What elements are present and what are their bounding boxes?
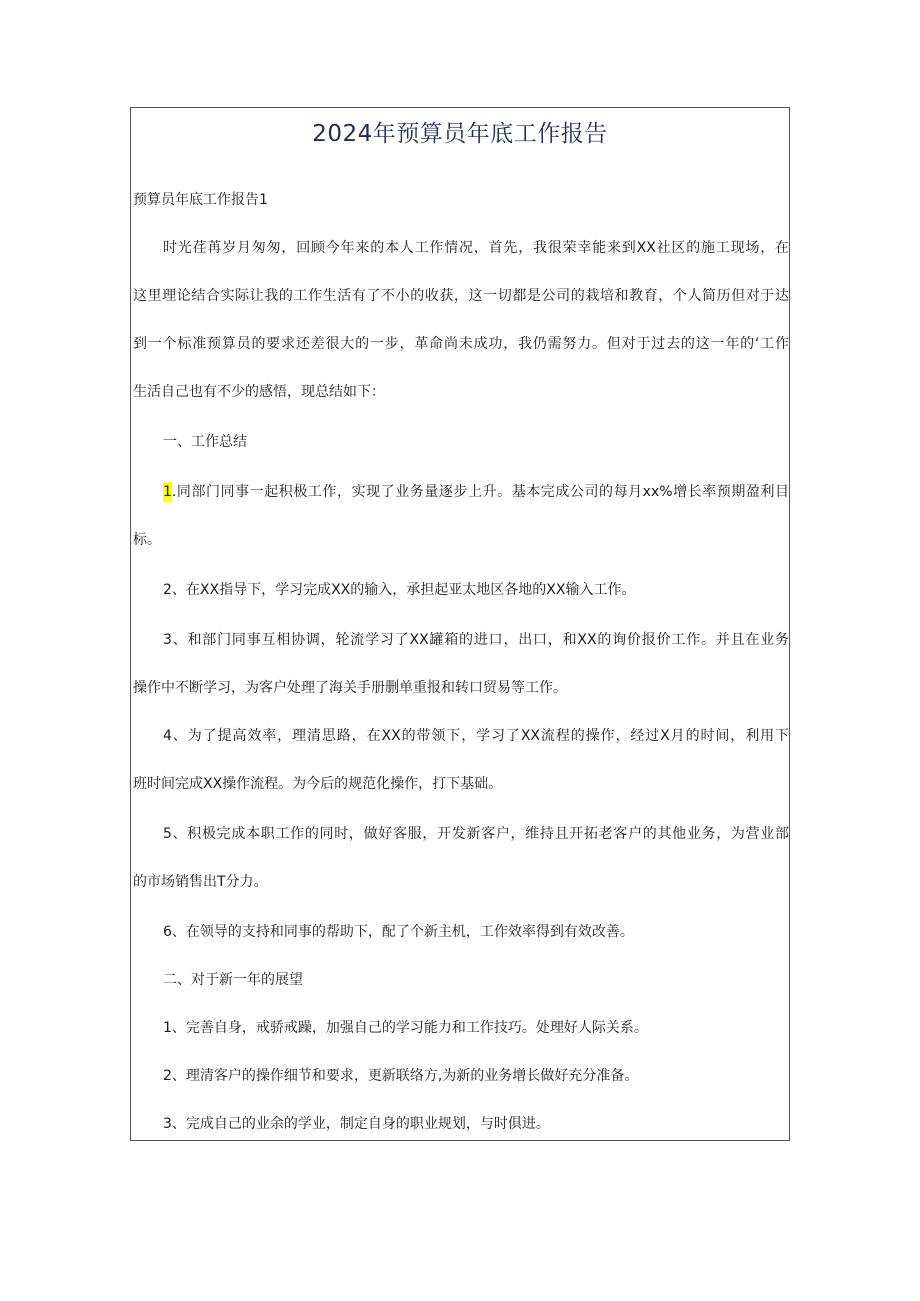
document-page <box>130 107 790 1141</box>
section-heading-outlook: 二、对于新一年的展望 <box>163 972 303 988</box>
section-heading-summary: 一、工作总结 <box>163 434 247 450</box>
summary-item-4-line-2: 班时间完成XX操作流程。为今后的规范化操作，打下基础。 <box>133 776 503 792</box>
summary-item-3-line-2: 操作中不断学习，为客户处理了海关手册删单重报和转口贸易等工作。 <box>133 680 567 696</box>
outlook-item-1: 1、完善自身，戒骄戒躁，加强自己的学习能力和工作技巧。处理好人际关系。 <box>163 1020 648 1036</box>
outlook-item-2: 2、理清客户的操作细节和要求，更新联络方,为新的业务增长做好充分准备。 <box>163 1068 639 1084</box>
summary-item-1-text: .同部门同事一起积极工作，实现了业务量逐步上升。基本完成公司的每月xx%增长率预期盈利目 <box>171 484 789 500</box>
intro-line-1: 时光荏苒岁月匆匆，回顾今年来的本人工作情况，首先，我很荣幸能来到XX社区的施工现场，在 <box>163 240 789 256</box>
summary-item-5-line-1: 5、积极完成本职工作的同时，做好客服，开发新客户，维持且开拓老客户的其他业务，为营业部 <box>163 826 789 842</box>
summary-item-6: 6、在领导的支持和同事的帮助下，配了个新主机，工作效率得到有效改善。 <box>163 924 634 940</box>
summary-item-2: 2、在XX指导下，学习完成XX的输入，承担起亚太地区各地的XX输入工作。 <box>163 582 636 598</box>
highlighted-number: 1 <box>163 482 172 502</box>
summary-item-1-line-1 <box>163 482 789 502</box>
summary-item-3-line-1: 3、和部门同事互相协调，轮流学习了XX罐箱的进口，出口，和XX的询价报价工作。并且在业务 <box>163 632 789 648</box>
document-title: 2024年预算员年底工作报告 <box>312 121 608 147</box>
summary-item-1-line-2: 标。 <box>133 532 161 548</box>
intro-line-2: 这里理论结合实际让我的工作生活有了不小的收获，这一切都是公司的栽培和教育，个人简历但对于达 <box>133 288 789 304</box>
summary-item-5-line-2: 的市场销售出T分力。 <box>133 874 268 890</box>
report-subtitle: 预算员年底工作报告1 <box>133 192 268 208</box>
intro-line-4: 生活自己也有不少的感悟，现总结如下： <box>133 384 385 400</box>
outlook-item-3: 3、完成自己的业余的学业，制定自身的职业规划，与时俱进。 <box>163 1116 550 1132</box>
summary-item-4-line-1: 4、为了提高效率，理清思路，在XX的带领下，学习了XX流程的操作，经过X月的时间，利用下 <box>163 728 789 744</box>
intro-line-3: 到一个标准预算员的要求还差很大的一步，革命尚未成功，我仍需努力。但对于过去的这一年的‘工作 <box>133 336 789 352</box>
